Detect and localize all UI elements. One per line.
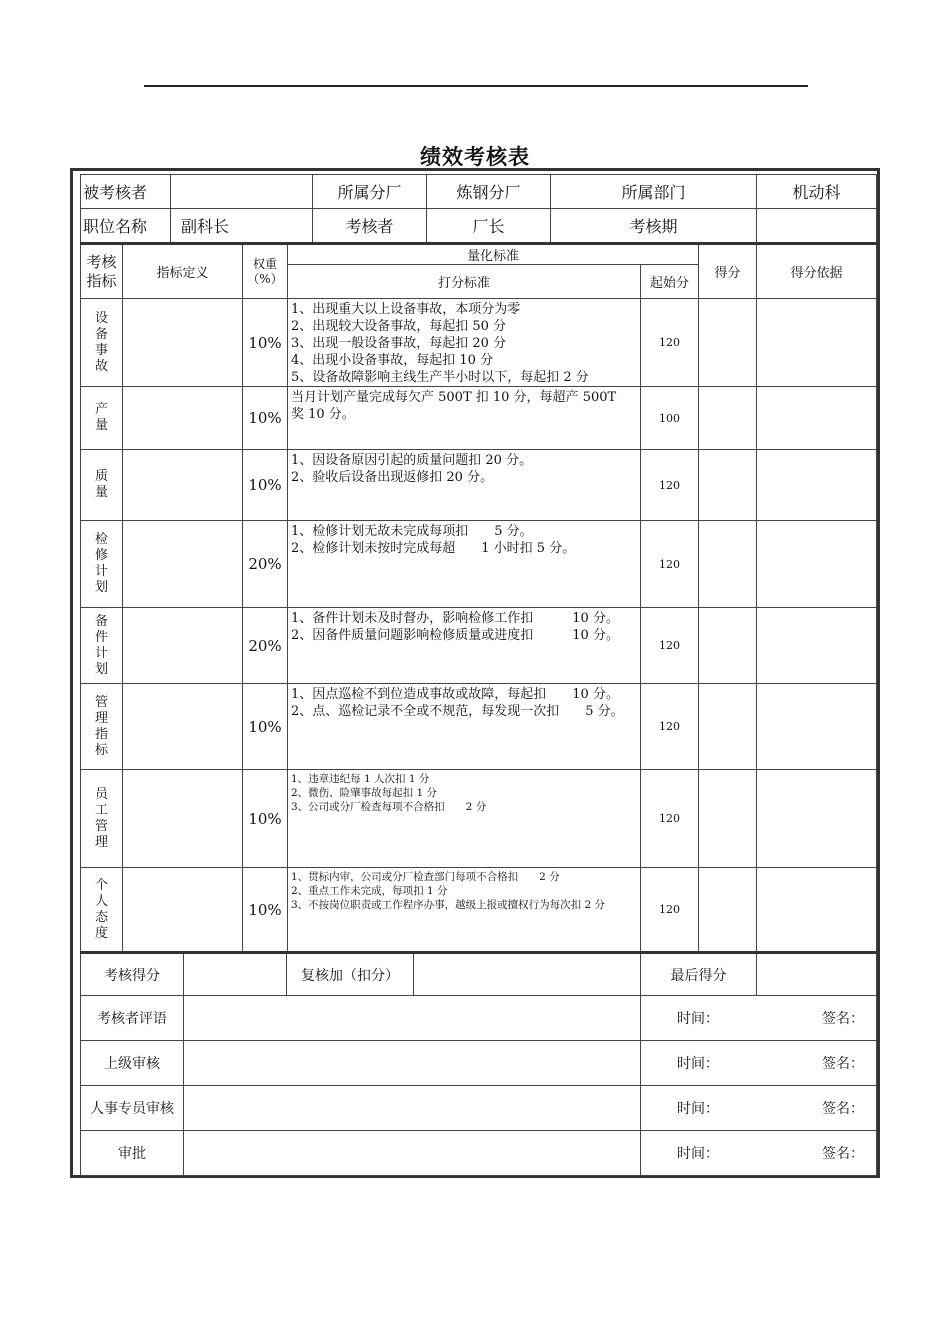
evaluator-label: 考核者	[313, 209, 427, 243]
col-scoring: 打分标准	[288, 265, 641, 299]
indicator-row	[81, 608, 877, 684]
score-cell[interactable]	[699, 450, 757, 521]
criterion: 2、检修计划未按时完成每超 1 小时扣 5 分。	[291, 541, 576, 556]
basis-cell[interactable]	[757, 608, 877, 684]
col-weight: 权重（%）	[243, 244, 288, 299]
definition-cell[interactable]	[123, 299, 243, 387]
weight-cell: 10%	[243, 770, 288, 868]
criterion: 1、因设备原因引起的质量问题扣 20 分。	[291, 453, 533, 468]
indicator-row	[81, 684, 877, 770]
base-score: 120	[641, 770, 699, 868]
basis-cell[interactable]	[757, 770, 877, 868]
score-cell[interactable]	[699, 608, 757, 684]
sign-label: 签名：	[822, 1101, 864, 1117]
score-cell[interactable]	[699, 387, 757, 450]
definition-cell[interactable]	[123, 450, 243, 521]
review-field[interactable]	[414, 953, 641, 996]
approval-comment-field[interactable]	[184, 1131, 641, 1176]
appraisal-form	[70, 168, 880, 1178]
period-label: 考核期	[551, 209, 757, 243]
top-rule	[144, 85, 808, 87]
col-definition: 指标定义	[123, 244, 243, 299]
approval-label: 上级审核	[81, 1041, 184, 1086]
position-label: 职位名称	[81, 209, 171, 243]
time-label: 时间：	[677, 1101, 719, 1117]
indicator-row	[81, 299, 877, 387]
indicator-name: 设备事故	[94, 310, 108, 374]
score-cell[interactable]	[699, 521, 757, 608]
weight-cell: 20%	[243, 608, 288, 684]
plant-label: 所属分厂	[313, 175, 427, 209]
score-cell[interactable]	[699, 868, 757, 952]
basis-cell[interactable]	[757, 521, 877, 608]
approval-table	[80, 951, 877, 1176]
criterion: 5、设备故障影响主线生产半小时以下，每起扣 2 分	[291, 370, 589, 385]
final-label: 最后得分	[641, 953, 757, 996]
criterion: 2、重点工作未完成，每项扣 1 分	[291, 885, 448, 897]
definition-cell[interactable]	[123, 608, 243, 684]
sign-label: 签名：	[822, 1056, 864, 1072]
criterion: 奖 10 分。	[291, 407, 355, 422]
weight-cell: 10%	[243, 450, 288, 521]
indicator-name: 产量	[94, 402, 108, 433]
basis-cell[interactable]	[757, 387, 877, 450]
approval-comment-field[interactable]	[184, 1041, 641, 1086]
criterion: 3、出现一般设备事故，每起扣 20 分	[291, 336, 507, 351]
indicator-row	[81, 387, 877, 450]
basis-cell[interactable]	[757, 868, 877, 952]
base-score: 120	[641, 450, 699, 521]
weight-cell: 10%	[243, 684, 288, 770]
criterion: 2、微伤、险肇事故每起扣 1 分	[291, 787, 438, 799]
definition-cell[interactable]	[123, 684, 243, 770]
col-indicator: 考核指标	[81, 244, 123, 299]
definition-cell[interactable]	[123, 521, 243, 608]
indicator-name: 检修计划	[94, 532, 108, 595]
col-base: 起始分	[641, 265, 699, 299]
criterion: 1、因点巡检不到位造成事故或故障，每起扣 10 分。	[291, 687, 619, 702]
criterion: 1、检修计划无故未完成每项扣 5 分。	[291, 524, 533, 539]
evaluatee-label: 被考核者	[81, 175, 171, 209]
indicator-name: 员工管理	[94, 786, 108, 850]
criterion: 4、出现小设备事故，每起扣 10 分	[291, 353, 494, 368]
score-field[interactable]	[184, 953, 287, 996]
base-score: 100	[641, 387, 699, 450]
weight-cell: 10%	[243, 299, 288, 387]
approval-label: 考核者评语	[81, 996, 184, 1041]
approval-comment-field[interactable]	[184, 996, 641, 1041]
criterion: 3、公司或分厂检查每项不合格扣 2 分	[291, 801, 487, 813]
definition-cell[interactable]	[123, 387, 243, 450]
basis-cell[interactable]	[757, 450, 877, 521]
score-label: 考核得分	[81, 953, 184, 996]
review-label: 复核加（扣分）	[287, 953, 414, 996]
indicator-name: 管理指标	[94, 694, 108, 758]
definition-cell[interactable]	[123, 770, 243, 868]
period-field[interactable]	[757, 209, 877, 243]
dept-field[interactable]: 机动科	[757, 175, 877, 209]
time-label: 时间：	[677, 1056, 719, 1072]
weight-cell: 20%	[243, 521, 288, 608]
plant-field[interactable]: 炼钢分厂	[427, 175, 551, 209]
criterion: 2、因备件质量问题影响检修质量或进度扣 10 分。	[291, 628, 619, 643]
indicator-row	[81, 770, 877, 868]
basis-cell[interactable]	[757, 299, 877, 387]
header-table	[80, 174, 877, 243]
basis-cell[interactable]	[757, 684, 877, 770]
time-label: 时间：	[677, 1146, 719, 1162]
score-cell[interactable]	[699, 770, 757, 868]
indicator-name: 质量	[94, 469, 108, 500]
criterion: 2、出现较大设备事故，每起扣 50 分	[291, 319, 507, 334]
dept-label: 所属部门	[551, 175, 757, 209]
indicator-row	[81, 450, 877, 521]
indicator-name: 个人态度	[94, 877, 108, 941]
approval-comment-field[interactable]	[184, 1086, 641, 1131]
time-label: 时间：	[677, 1011, 719, 1027]
score-cell[interactable]	[699, 299, 757, 387]
criterion: 当月计划产量完成每欠产 500T 扣 10 分，每超产 500T	[291, 390, 617, 405]
weight-cell: 10%	[243, 868, 288, 952]
base-score: 120	[641, 521, 699, 608]
criterion: 1、违章违纪每 1 人次扣 1 分	[291, 773, 430, 785]
indicator-row	[81, 521, 877, 608]
indicator-row	[81, 868, 877, 952]
criterion: 3、不按岗位职责或工作程序办事，越级上报或擅权行为每次扣 2 分	[291, 899, 606, 911]
sign-label: 签名：	[822, 1011, 864, 1027]
page-title: 绩效考核表	[420, 144, 530, 169]
base-score: 120	[641, 868, 699, 952]
sign-label: 签名：	[822, 1146, 864, 1162]
criterion: 2、验收后设备出现返修扣 20 分。	[291, 470, 494, 485]
criterion: 1、备件计划未及时督办，影响检修工作扣 10 分。	[291, 611, 619, 626]
criterion: 1、贯标内审，公司或分厂检查部门每项不合格扣 2 分	[291, 871, 560, 883]
score-cell[interactable]	[699, 684, 757, 770]
col-score: 得分	[699, 244, 757, 299]
base-score: 120	[641, 299, 699, 387]
criterion: 1、出现重大以上设备事故，本项分为零	[291, 302, 521, 317]
position-field[interactable]: 副科长	[171, 209, 313, 243]
approval-label: 人事专员审核	[81, 1086, 184, 1131]
indicator-table	[80, 242, 877, 952]
evaluator-field[interactable]: 厂长	[427, 209, 551, 243]
approval-label: 审批	[81, 1131, 184, 1176]
final-field[interactable]	[757, 953, 877, 996]
base-score: 120	[641, 684, 699, 770]
definition-cell[interactable]	[123, 868, 243, 952]
col-quant: 量化标准	[288, 244, 699, 265]
base-score: 120	[641, 608, 699, 684]
indicator-name: 备件计划	[94, 613, 108, 677]
weight-cell: 10%	[243, 387, 288, 450]
criterion: 2、点、巡检记录不全或不规范，每发现一次扣 5 分。	[291, 704, 624, 719]
evaluatee-field[interactable]	[171, 175, 313, 209]
col-basis: 得分依据	[757, 244, 877, 299]
